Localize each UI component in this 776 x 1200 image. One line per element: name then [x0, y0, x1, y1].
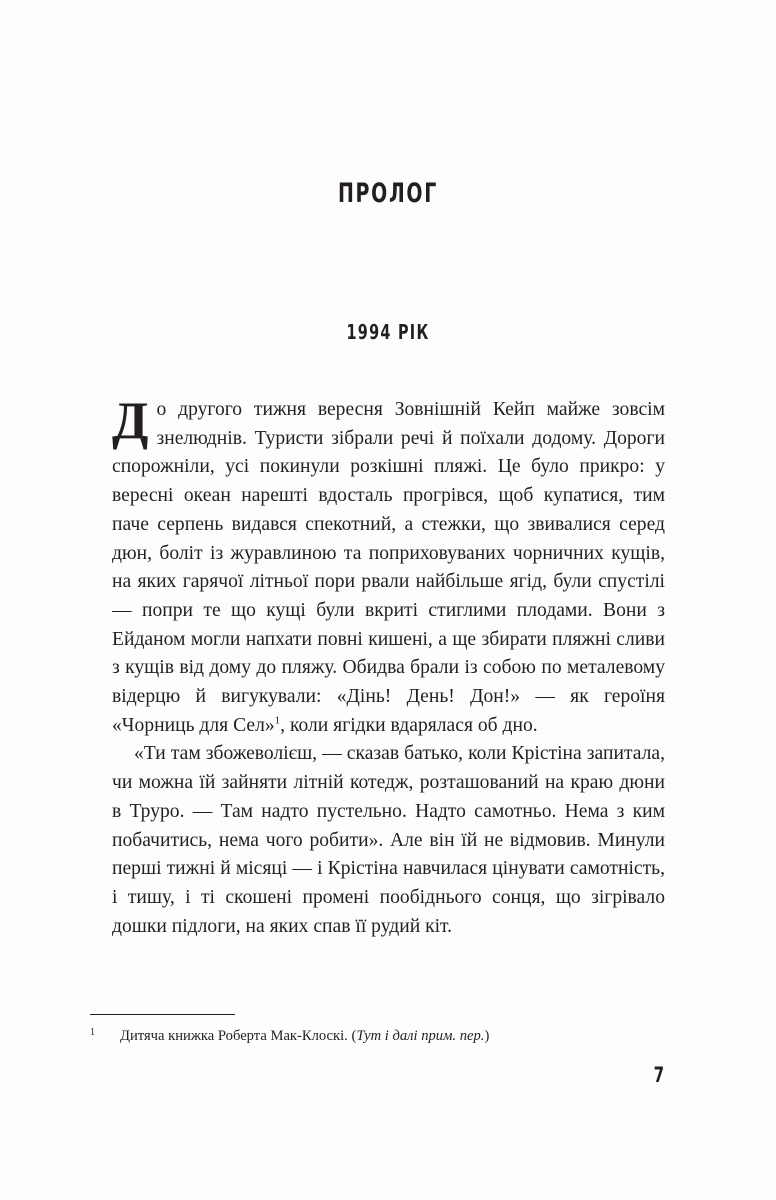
footnote-reference-1[interactable]: 1 — [274, 714, 281, 727]
footnote-item — [90, 1026, 670, 1046]
paragraph-1 — [112, 392, 665, 740]
body-text-block — [112, 392, 665, 941]
footnote-text-plain: Дитяча книжка Роберта Мак-Клоскі. ( — [120, 1028, 357, 1044]
paragraph-2: «Ти там збожеволієш, — сказав батько, коли Крістіна запитала, чи можна їй зайняти літній котедж, розташований на краю дюни в Труро. — Там надто пустельно. Надто самотньо. Нема з ким побачитись, нема чого робити». Але він їй не відмовив. Минули перші тижні й місяці — і Крістіна навчилася цінувати самотність, і тишу, і ті скошені промені пообіднього сонця, що зігрівало дошки підлоги, на яких спав її рудий кіт. — [112, 743, 665, 937]
footnote-text-tail: ) — [484, 1028, 490, 1044]
paragraph-1-text-tail: , коли ягідки вдарялася об дно. — [280, 714, 538, 736]
year-heading: 1994 РІК — [346, 319, 430, 344]
page-number: 7 — [653, 1063, 664, 1087]
footnote-marker: 1 — [90, 1027, 95, 1038]
footnote-text — [120, 1026, 489, 1046]
footnote-separator-rule — [90, 1014, 235, 1015]
footnote-area — [90, 1014, 670, 1046]
footnote-text-italic: Тут і далі прим. пер. — [356, 1028, 485, 1044]
chapter-title: ПРОЛОГ — [337, 178, 439, 210]
paragraph-1-text: До другого тижня вересня Зовнішній Кейп майже зовсім знелюднів. Туристи зібрали речі й поїхали додому. Дороги спорожніли, усі покинули розкішні пляжі. Це було прикро: у вересні океан нарешті вдосталь прогрівся, щоб купатися, тим паче серпень видався спекотний, а стежки, що звивалися серед дюн, боліт із журавлиною та поприховуваних чорничних кущів, на яких гарячої літньої пори рвали найбільше ягід, були спустілі — попри те що кущі були вкриті стиглими плодами. Вони з Ейданом могли напхати повні кишені, а ще збирати пляжні сливи з кущів від дому до пляжу. Обидва брали із собою по металевому відерцю й вигукували: «Дінь! День! Дон!» — як героїня «Чорниць для Сел» — [112, 392, 665, 736]
